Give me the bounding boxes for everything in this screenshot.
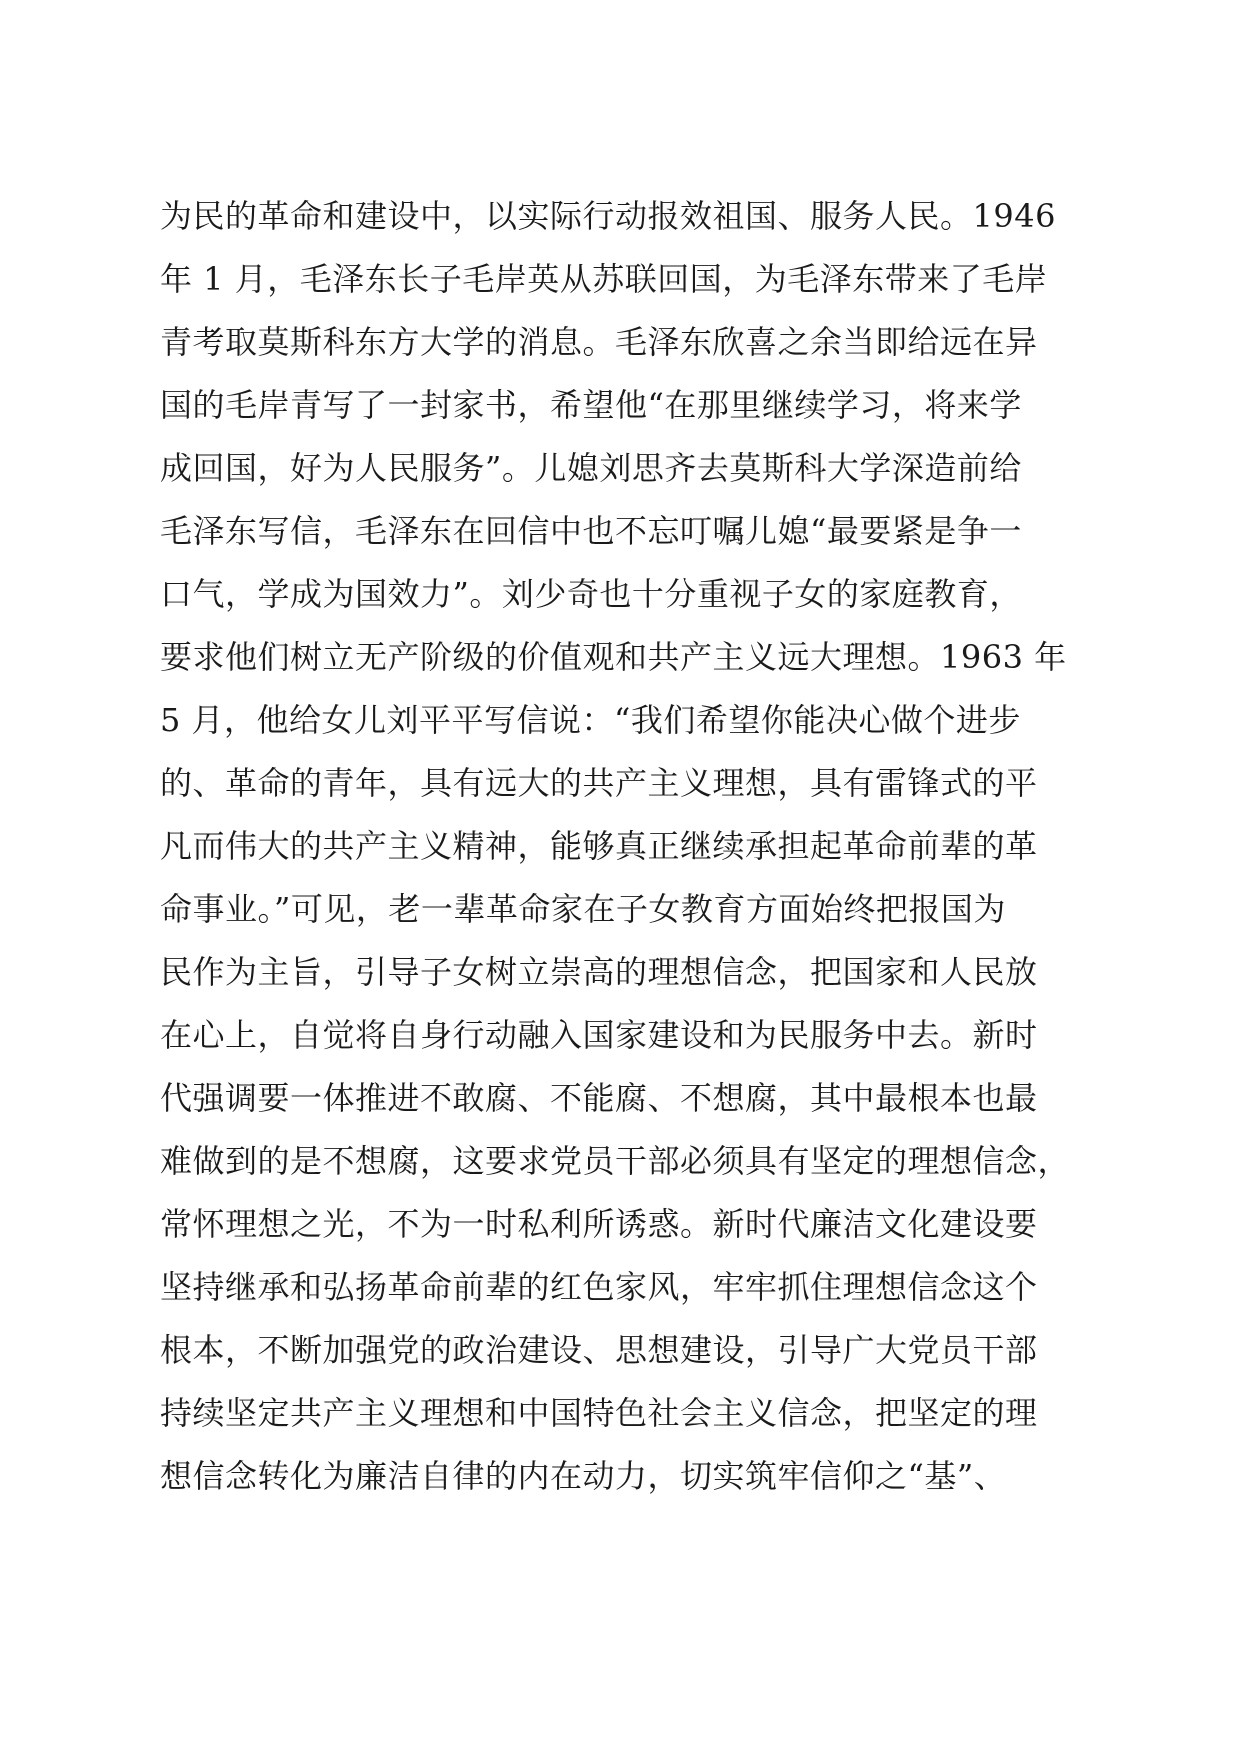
text-line-7: 口气，学成为国效力”。刘少奇也十分重视子女的家庭教育， bbox=[160, 575, 1022, 613]
text-line-16: 难做到的是不想腐，这要求党员干部必须具有坚定的理想信念， bbox=[160, 1142, 1071, 1180]
text-line-6: 毛泽东写信，毛泽东在回信中也不忘叮嘱儿媳“最要紧是争一 bbox=[160, 512, 1022, 550]
text-line-3: 青考取莫斯科东方大学的消息。毛泽东欣喜之余当即给远在异 bbox=[160, 323, 1038, 361]
text-line-1: 为民的革命和建设中，以实际行动报效祖国、服务人民。1946 bbox=[160, 197, 1056, 235]
text-line-11: 凡而伟大的共产主义精神，能够真正继续承担起革命前辈的革 bbox=[160, 827, 1038, 865]
text-line-9: 5 月，他给女儿刘平平写信说：“我们希望你能决心做个进步 bbox=[160, 701, 1021, 739]
text-line-13: 民作为主旨，引导子女树立崇高的理想信念，把国家和人民放 bbox=[160, 953, 1038, 991]
text-line-21: 想信念转化为廉洁自律的内在动力，切实筑牢信仰之“基”、 bbox=[160, 1457, 1007, 1495]
text-line-15: 代强调要一体推进不敢腐、不能腐、不想腐，其中最根本也最 bbox=[160, 1079, 1038, 1117]
text-line-19: 根本，不断加强党的政治建设、思想建设，引导广大党员干部 bbox=[160, 1331, 1038, 1369]
text-line-5: 成回国，好为人民服务”。儿媳刘思齐去莫斯科大学深造前给 bbox=[160, 449, 1022, 487]
text-line-17: 常怀理想之光，不为一时私利所诱惑。新时代廉洁文化建设要 bbox=[160, 1205, 1038, 1243]
text-line-10: 的、革命的青年，具有远大的共产主义理想，具有雷锋式的平 bbox=[160, 764, 1038, 802]
text-line-18: 坚持继承和弘扬革命前辈的红色家风，牢牢抓住理想信念这个 bbox=[160, 1268, 1038, 1306]
text-line-12: 命事业。”可见，老一辈革命家在子女教育方面始终把报国为 bbox=[160, 890, 1006, 928]
body-paragraph bbox=[160, 185, 1071, 1508]
text-line-2: 年 1 月，毛泽东长子毛岸英从苏联回国，为毛泽东带来了毛岸 bbox=[160, 260, 1048, 298]
text-line-14: 在心上，自觉将自身行动融入国家建设和为民服务中去。新时 bbox=[160, 1016, 1038, 1054]
text-line-8: 要求他们树立无产阶级的价值观和共产主义远大理想。1963 年 bbox=[160, 638, 1067, 676]
text-line-20: 持续坚定共产主义理想和中国特色社会主义信念，把坚定的理 bbox=[160, 1394, 1038, 1432]
text-line-4: 国的毛岸青写了一封家书，希望他“在那里继续学习，将来学 bbox=[160, 386, 1022, 424]
